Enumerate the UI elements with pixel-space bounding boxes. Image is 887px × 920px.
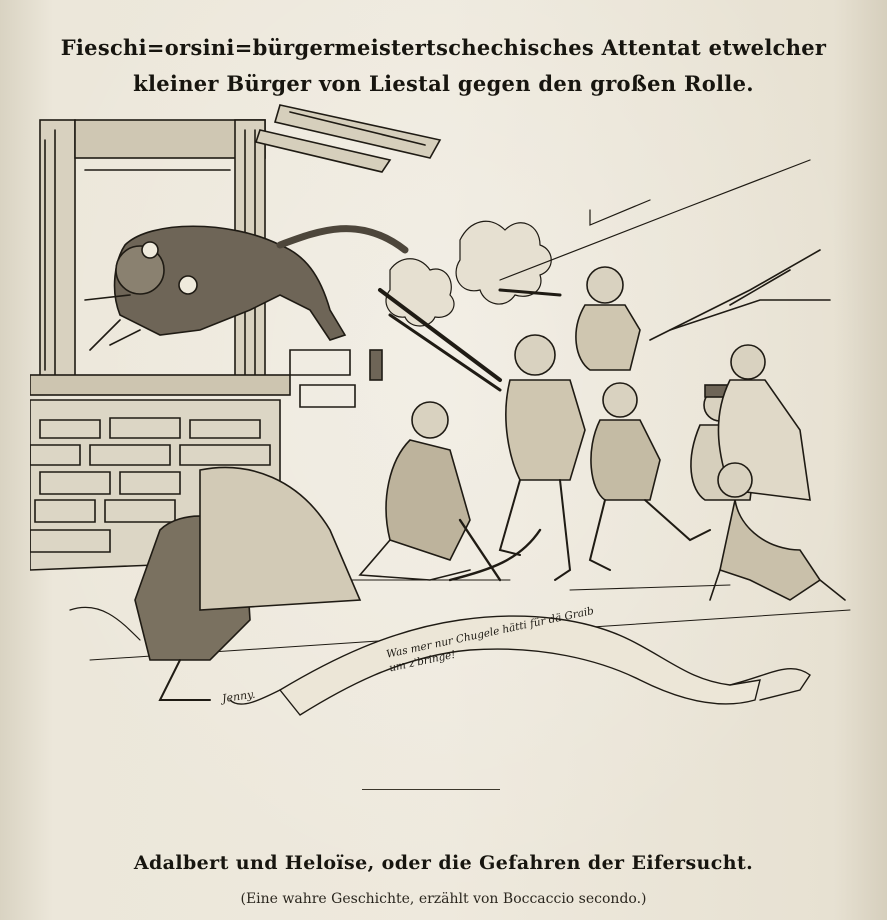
artist-signature: Jenny. (221, 687, 257, 706)
section-divider (362, 789, 500, 790)
article-title: Adalbert und Heloïse, oder die Gefahren der Eifersucht. (133, 852, 754, 874)
article-subtitle: (Eine wahre Geschichte, erzählt von Boccaccio secondo.) (240, 891, 647, 907)
earth-mound (200, 468, 360, 611)
tree-branches (650, 250, 830, 340)
broken-planks (256, 105, 440, 172)
page-title: Fieschi=orsini=bürgermeistertschechisches Attentat etwelcher kleiner Bürger von Liestal gegen den großen Rolle. (60, 35, 827, 96)
banner-caption: Was mer nur Chugele hätti für dä Graib um z'bringe! (385, 604, 595, 675)
